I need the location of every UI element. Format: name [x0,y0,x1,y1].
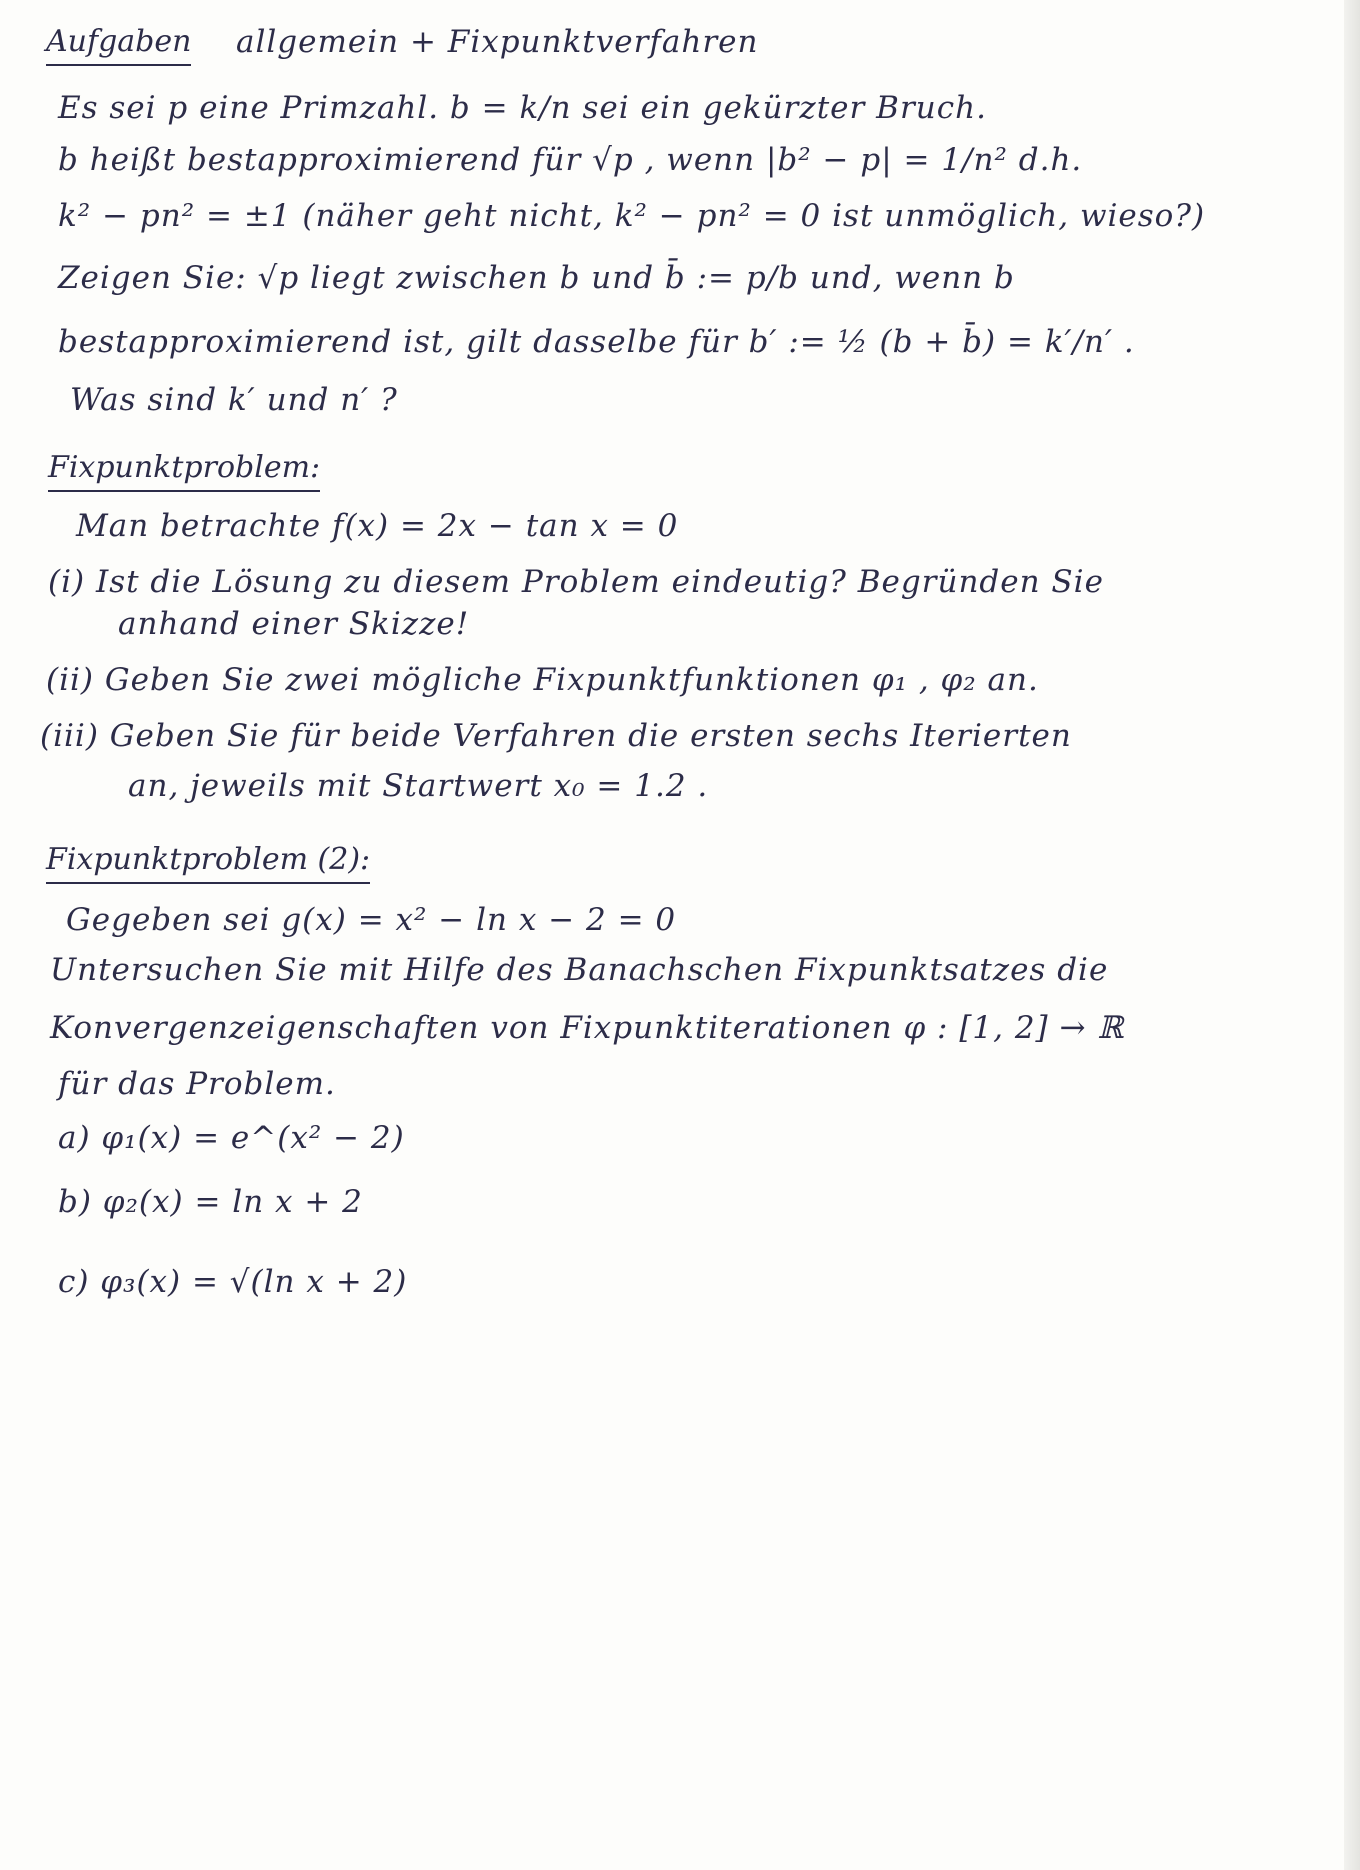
task2-line-6: an, jeweils mit Startwert x₀ = 1.2 . [128,768,709,804]
task3-item-c: c) φ₃(x) = √(ln x + 2) [58,1264,408,1300]
task2-heading: Fixpunktproblem: [48,448,320,492]
task1-line-4: Zeigen Sie: √p liegt zwischen b und b̄ := p/b und, wenn b [58,260,1015,296]
task3-item-a: a) φ₁(x) = e^(x² − 2) [58,1120,405,1156]
page-heading: Aufgaben [46,22,191,66]
task1-line-6: Was sind k′ und n′ ? [70,382,398,418]
task2-line-4: (ii) Geben Sie zwei mögliche Fixpunktfunktionen φ₁ , φ₂ an. [46,662,1039,698]
task1-line-1: Es sei p eine Primzahl. b = k/n sei ein gekürzter Bruch. [58,90,987,126]
task1-line-3: k² − pn² = ±1 (näher geht nicht, k² − pn² = 0 ist unmöglich, wieso?) [58,198,1206,234]
task3-line-3: Konvergenzeigenschaften von Fixpunktiterationen φ : [1, 2] → ℝ [50,1010,1125,1046]
task3-line-4: für das Problem. [58,1066,336,1102]
task3-heading: Fixpunktproblem (2): [46,840,370,884]
task2-line-2: (i) Ist die Lösung zu diesem Problem eindeutig? Begründen Sie [48,564,1104,600]
task2-line-1: Man betrachte f(x) = 2x − tan x = 0 [76,508,679,544]
task3-line-1: Gegeben sei g(x) = x² − ln x − 2 = 0 [66,902,677,938]
task2-line-5: (iii) Geben Sie für beide Verfahren die ersten sechs Iterierten [40,718,1072,754]
task2-line-3: anhand einer Skizze! [118,606,470,642]
page-subtitle: allgemein + Fixpunktverfahren [236,24,759,60]
task3-line-2: Untersuchen Sie mit Hilfe des Banachschen Fixpunktsatzes die [50,952,1109,988]
task3-item-b: b) φ₂(x) = ln x + 2 [58,1184,363,1220]
paper-edge [1344,0,1360,1870]
task1-line-5: bestapproximierend ist, gilt dasselbe für b′ := ½ (b + b̄) = k′/n′ . [58,324,1135,360]
task1-line-2: b heißt bestapproximierend für √p , wenn |b² − p| = 1/n² d.h. [58,142,1083,178]
